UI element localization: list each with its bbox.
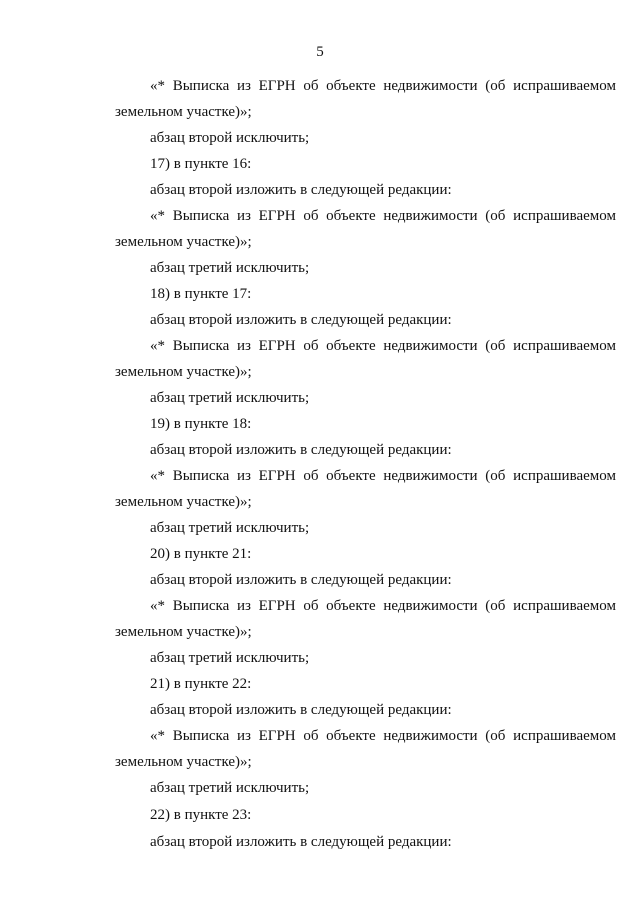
instruction-line: абзац второй изложить в следующей редакции: — [150, 312, 452, 328]
item-heading: 19) в пункте 18: — [150, 416, 252, 432]
quote-line-start: «* Выписка из ЕГРН об объекте недвижимости (об испрашиваемом — [150, 78, 616, 94]
quote-line-start: «* Выписка из ЕГРН об объекте недвижимости (об испрашиваемом — [150, 728, 616, 744]
instruction-line: абзац третий исключить; — [150, 520, 310, 536]
quote-line-start: «* Выписка из ЕГРН об объекте недвижимости (об испрашиваемом — [150, 598, 616, 614]
instruction-line: абзац второй исключить; — [150, 130, 310, 146]
page-number: 5 — [316, 44, 324, 60]
instruction-line: абзац третий исключить; — [150, 260, 310, 276]
instruction-line: абзац второй изложить в следующей редакции: — [150, 442, 452, 458]
quote-line-end: земельном участке)»; — [115, 104, 252, 120]
item-heading: 22) в пункте 23: — [150, 807, 252, 823]
item-heading: 18) в пункте 17: — [150, 286, 252, 302]
quote-line-end: земельном участке)»; — [115, 624, 252, 640]
quote-line-end: земельном участке)»; — [115, 234, 252, 250]
quote-line-end: земельном участке)»; — [115, 754, 252, 770]
item-heading: 20) в пункте 21: — [150, 546, 252, 562]
quote-line-start: «* Выписка из ЕГРН об объекте недвижимости (об испрашиваемом — [150, 338, 616, 354]
instruction-line: абзац второй изложить в следующей редакции: — [150, 702, 452, 718]
quote-line-start: «* Выписка из ЕГРН об объекте недвижимости (об испрашиваемом — [150, 208, 616, 224]
instruction-line: абзац третий исключить; — [150, 780, 310, 796]
instruction-line: абзац второй изложить в следующей редакции: — [150, 572, 452, 588]
instruction-line: абзац третий исключить; — [150, 650, 310, 666]
quote-line-end: земельном участке)»; — [115, 364, 252, 380]
instruction-line: абзац второй изложить в следующей редакции: — [150, 834, 452, 850]
item-heading: 21) в пункте 22: — [150, 676, 252, 692]
instruction-line: абзац второй изложить в следующей редакции: — [150, 182, 452, 198]
quote-line-end: земельном участке)»; — [115, 494, 252, 510]
instruction-line: абзац третий исключить; — [150, 390, 310, 406]
item-heading: 17) в пункте 16: — [150, 156, 252, 172]
quote-line-start: «* Выписка из ЕГРН об объекте недвижимости (об испрашиваемом — [150, 468, 616, 484]
